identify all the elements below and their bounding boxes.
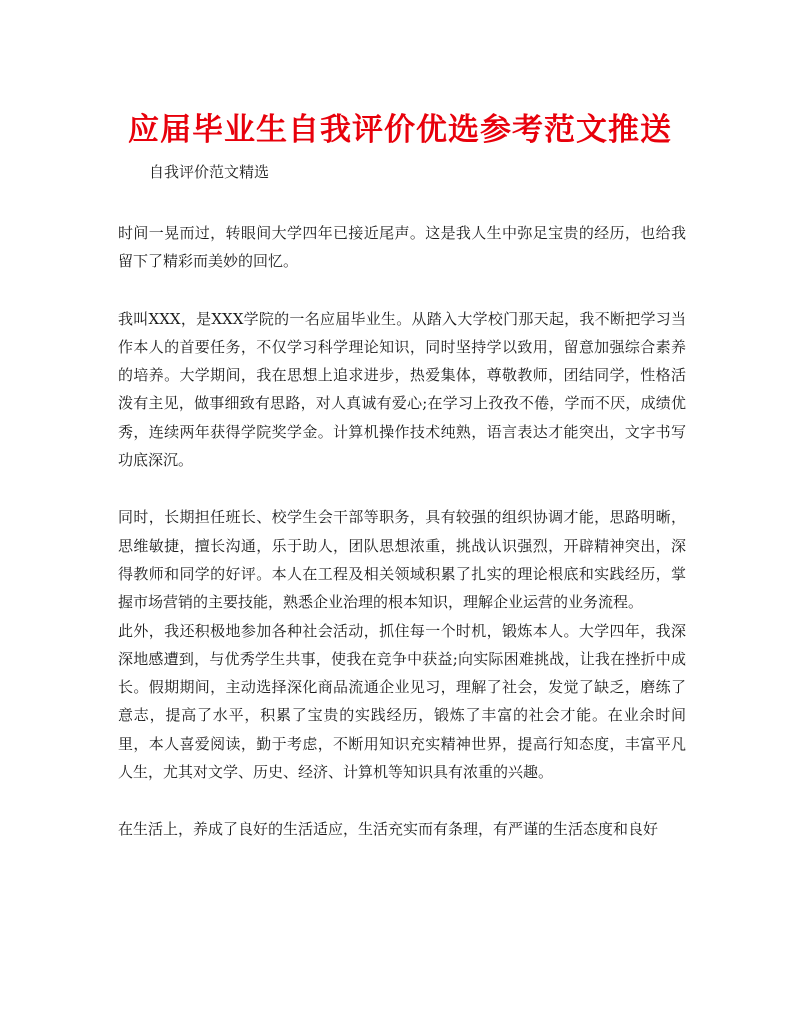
document-title: 应届毕业生自我评价优选参考范文推送	[128, 112, 672, 148]
document-subtitle: 自我评价范文精选	[149, 163, 270, 181]
paragraph-leadership: 同时，长期担任班长、校学生会干部等职务，具有较强的组织协调才能，思路明晰，思维敏捷，擅长沟通，乐于助人，团队思想浓重，挑战认识强烈，开辟精神突出，深得教师和同学的好评。本人在工程及相关领域积累了扎实的理论根底和实践经历，掌握市场营销的主要技能，熟悉企业治理的根本知识，理解企业运营的业务流程。	[118, 508, 686, 612]
paragraph-life: 在生活上，养成了良好的生活适应，生活充实而有条理，有严谨的生活态度和良好	[118, 820, 659, 839]
paragraph-activities: 此外，我还积极地参加各种社会活动，抓住每一个时机，锻炼本人。大学四年，我深深地感遭到，与优秀学生共事，使我在竞争中获益;向实际困难挑战，让我在挫折中成长。假期期间，主动选择深化商品流通企业见习，理解了社会，发觉了缺乏，磨练了意志，提高了水平，积累了宝贵的实践经历，锻炼了丰富的社会才能。在业余时间里，本人喜爱阅读，勤于考虑，不断用知识充实精神世界，提高行知态度，丰富平凡人生，尤其对文学、历史、经济、计算机等知识具有浓重的兴趣。	[118, 621, 686, 782]
document-body	[118, 219, 686, 844]
paragraph-intro: 时间一晃而过，转眼间大学四年已接近尾声。这是我人生中弥足宝贵的经历，也给我留下了精彩而美妙的回忆。	[118, 224, 686, 271]
paragraph-background: 我叫XXX，是XXX学院的一名应届毕业生。从踏入大学校门那天起，我不断把学习当作本人的首要任务，不仅学习科学理论知识，同时坚持学以致用，留意加强综合素养的培养。大学期间，我在思想上追求进步，热爱集体，尊敬教师，团结同学，性格活泼有主见，做事细致有思路，对人真诚有爱心;在学习上孜孜不倦，学而不厌，成绩优秀，连续两年获得学院奖学金。计算机操作技术纯熟，语言表达才能突出，文字书写功底深沉。	[118, 309, 686, 470]
